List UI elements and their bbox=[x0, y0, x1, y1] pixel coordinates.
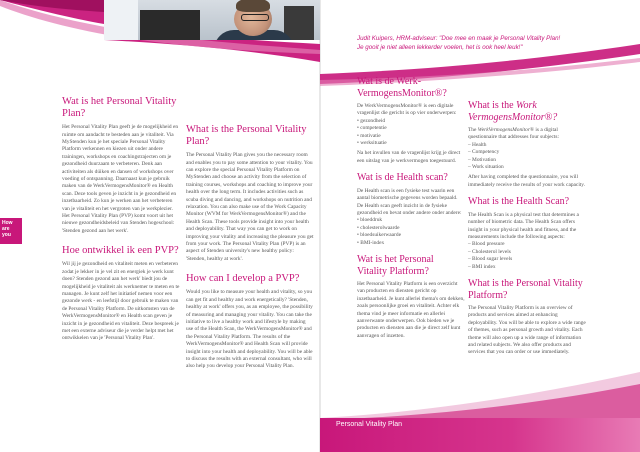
list-item: • motivatie bbox=[357, 132, 381, 139]
how-are-you-badge bbox=[0, 218, 22, 244]
paragraph-wvm-result: Na het invullen van de vragenlijst krijg je direct een uitslag van je werkvermogen toegestuurd. bbox=[357, 150, 461, 164]
list-item: – Health bbox=[468, 141, 487, 148]
paragraph-what-is-pvp: The Personal Vitality Plan gives you the necessary room and enables you to pay some attention to your vitality. You can explore the special Personal Vitality Platform on MyStenden and choose an activity from the selection of training courses, workshops and coaching to improve your health over the long term. It includes activities such as scuba diving and dancing, and workshops on nutrition and relaxation. You can also make use of the Work Capacity Monitor (WVM for WerkVermogensMonitor®) and the Health Scan. These tools provide insight into your health and deployability. That way you can get to work on improving your vitality and increasing the pleasure you get from your work. The Personal Vitality Plan (PVP) is an aspect of Stenden university's new healthy policy: 'Stenden, healthy at work'. bbox=[186, 152, 314, 262]
list-item: – Blood sugar levels bbox=[468, 256, 513, 263]
column-english-right bbox=[468, 100, 586, 357]
list-item: – Cholesterol levels bbox=[468, 248, 511, 255]
paragraph-how-develop: Would you like to measure your health and vitality, so you can get fit and healthy and work energetically? 'Stenden, healthy at work' offers you, as an employee, the possibility of measuring and managing your vitality. You can take the initiative to live a healthy work and lifestyle by making use of the Health Scan, the WerkVermogensMonitor® and the Personal Vitality Platform. The results of the WerkVermogensMonitor® and Health Scan will provide insight into your health and deployability. You will be able to discuss the results with an external consultant, who will also help you develop your Personal Vitality Plan. bbox=[186, 289, 313, 370]
list-item: • BMI-index bbox=[357, 239, 385, 246]
list-item: – Work situation bbox=[468, 164, 504, 171]
list-wvm-subjects bbox=[468, 142, 586, 172]
paragraph-wvm-after: After having completed the questionnaire, you will immediately receive the results of your work capacity. bbox=[468, 174, 586, 188]
heading-hoe-ontwikkel: Hoe ontwikkel ik een PVP? bbox=[62, 245, 179, 257]
list-item: • bloeddruk bbox=[357, 217, 383, 224]
list-item: – Competency bbox=[468, 149, 500, 156]
list-health-scan-nl bbox=[357, 217, 465, 247]
column-english-left bbox=[186, 124, 314, 371]
badge-line-2: are bbox=[2, 226, 10, 232]
list-item: – Blood pressure bbox=[468, 241, 505, 248]
quote-line-1: Judit Kuipers, HRM-adviseur: "Doe mee en maak je Personal Vitality Plan! bbox=[357, 35, 561, 42]
badge-line-3: you bbox=[2, 232, 11, 238]
footer-label: Personal Vitality Plan bbox=[336, 421, 403, 428]
list-item: • cholesterolwaarde bbox=[357, 224, 400, 231]
list-item: • competentie bbox=[357, 125, 387, 132]
bottom-swoosh-graphic bbox=[320, 372, 640, 422]
list-item: – BMI index bbox=[468, 263, 496, 270]
heading-what-is-pvp: What is the Personal Vitality Plan? bbox=[186, 124, 307, 148]
list-item: – Motivation bbox=[468, 156, 497, 163]
quote bbox=[357, 34, 597, 52]
heading-platform-nl: Wat is het Personal Vitality Platform? bbox=[357, 254, 434, 277]
paragraph-health-scan-en: The Health Scan is a physical test that determines a number of biometric data. The Health Scan offers insight in your physical health and fitness, and the measurements include the following aspects: bbox=[468, 211, 579, 240]
paragraph-platform-nl: Het Personal Vitality Platform is een overzicht van producten en diensten gericht op inzetbaarheid. Je kunt allerlei thema's om dekken, zoals persoonlijke groei en vitaliteit. Achter elk thema vind je meer informatie en allerlei aanverwante onderwerpen. Ook bieden we je producten en diensten aan die je direct zelf kunt aanvragen of inzetten. bbox=[357, 281, 465, 339]
paragraph-platform-en: The Personal Vitality Platform is an overview of products and services aimed at enhancing deployability. You will be able to explore a wide range of themes, such as personal growth and vitality. Each theme will also open up a wide range of information and related subjects. We also offer products and services that you can order or use immediately. bbox=[468, 305, 586, 356]
list-health-scan-en bbox=[468, 241, 586, 271]
paragraph-what-is-wvm: The WerkVermogensMonitor® is a digital questionnaire that addresses four subjects: bbox=[468, 127, 560, 141]
list-item: • werksituatie bbox=[357, 140, 387, 147]
paragraph-health-scan-nl: De Health scan is een fysieke test waarin een aantal biometrische gegevens worden bepaald. De Health scan geeft inzicht in de fysieke gezondheid en bevat onder andere onder andere: bbox=[357, 187, 462, 216]
heading-health-scan-nl: Wat is de Health scan? bbox=[357, 172, 448, 184]
list-item: • bloedsuikerwaarde bbox=[357, 232, 401, 239]
paragraph-hoe-ontwikkel: Wil jij je gezondheid en vitaliteit meten en verbeteren zodat je lekker in je vel zit en energiek je werk kunt doen? Stenden gezond aan het werk' biedt jou de mogelijkheid je vitaliteit als werknemer te meten en te managen. Je kunt zelf het initiatief nemen voor een gezonde werk - en leefstijl door gebruik te maken van de Personal Vitality Platform. De uitkomsten van de WerkVermogensMonitor® en Health scan geven je inzicht in je gezondheid en vitaliteit. Deze bespreek je met een externe adviseur die je verder helpt met het ontwikkelen van je 'Personal Vitality Plan'. bbox=[62, 261, 180, 342]
heading-what-is-wvm: What is the Work VermogensMonitor®? bbox=[468, 100, 558, 123]
heading-how-develop: How can I develop a PVP? bbox=[186, 273, 300, 285]
column-dutch-right bbox=[357, 76, 465, 340]
list-wvm-topics bbox=[357, 118, 465, 148]
badge-line-1: How bbox=[2, 220, 13, 226]
heading-health-scan-en: What is the Health Scan? bbox=[468, 196, 570, 208]
heading-werkvermogensmonitor: Wat is de Werk-VermogensMonitor®? bbox=[357, 76, 447, 99]
heading-wat-is-pvp: Wat is het Personal Vitality Plan? bbox=[62, 96, 177, 120]
heading-platform-en: What is the Personal Vitality Platform? bbox=[468, 278, 583, 301]
paragraph-wat-is-pvp: Het Personal Vitality Plan geeft je de mogelijkheid en ruimte om aandacht te besteden aan je vitaliteit. Via MyStenden kun je het speciale Personal Vitality Platform verkennen en kiezen uit onder andere trainingen, workshops en coachingstrajecten om je gezondheid duurzaam te verbeteren. Denk aan activiteiten als dúiken en dansen of workshops over voeding of ontspanning. Daarnaast kun je gebruik maken van de WerkVermogensMonitor® en Health scan. Deze tools geven je inzicht in je gezondheid en inzetbaarheid. Zo kun je werken aan het verbeteren van je vitaliteit en het vergroten van je werkplezier. Het Personal Vitality Plan (PVP) komt voort uit het nieuwe gezondheidsbeleid van Stenden hogeschool: 'Stenden gezond aan het werk'. bbox=[62, 124, 179, 234]
column-dutch-left bbox=[62, 96, 180, 343]
quote-line-2: Je gooit je niet alleen lekkerder voelen, het is ook heel leuk!" bbox=[357, 44, 523, 51]
list-item: • gezondheid bbox=[357, 117, 386, 124]
header-photo bbox=[104, 0, 320, 40]
paragraph-werkvermogensmonitor: De WerkVermogensMonitor® is een digitale vragenlijst die gericht is op vier onderwerpen: bbox=[357, 103, 457, 117]
